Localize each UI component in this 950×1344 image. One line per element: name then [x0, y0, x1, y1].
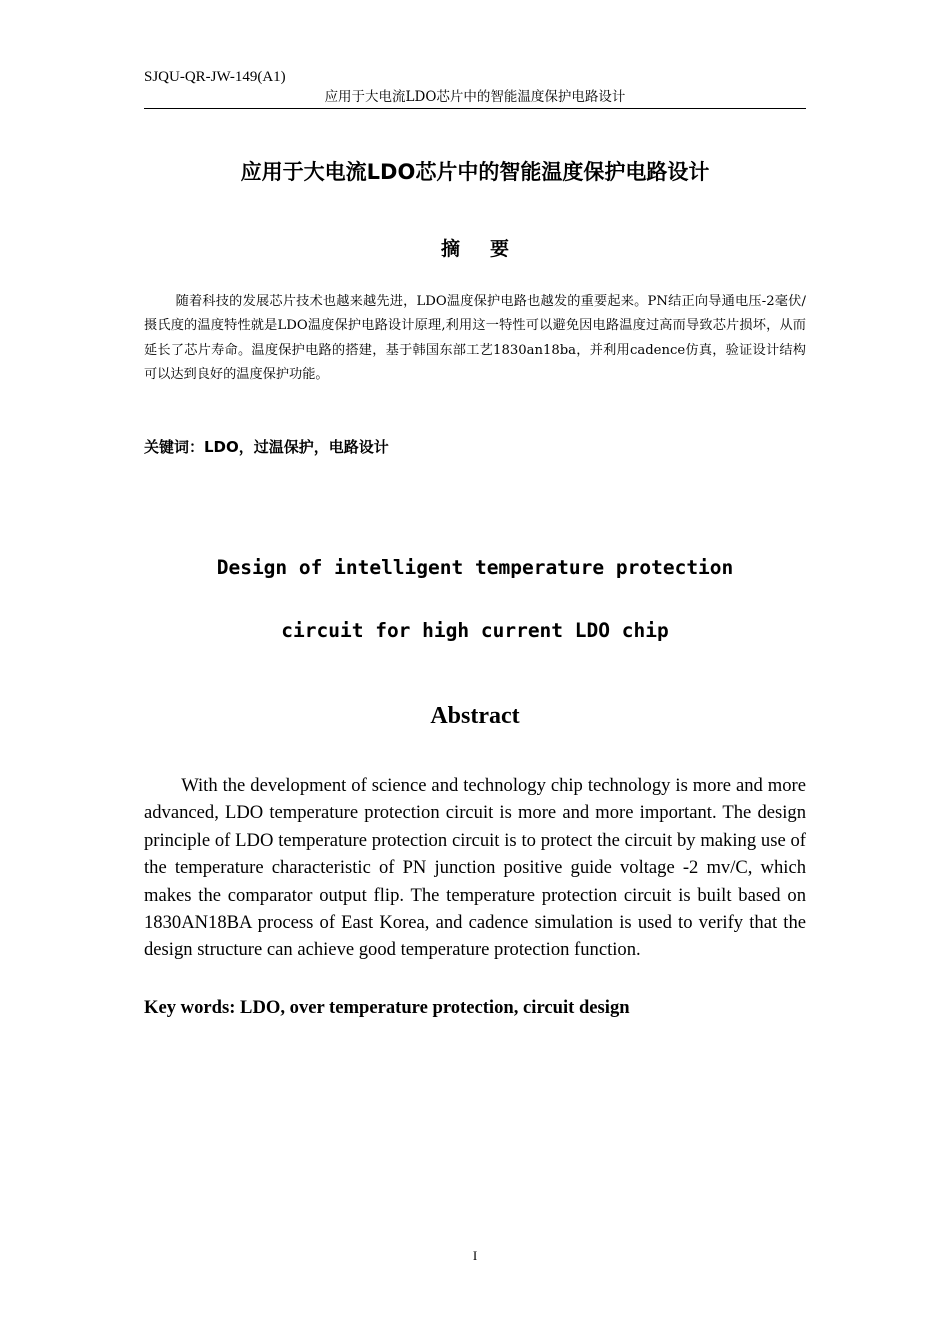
chinese-abstract-body: 随着科技的发展芯片技术也越来越先进，LDO温度保护电路也越发的重要起来。PN结正向导通电压-2毫伏/摄氏度的温度特性就是LDO温度保护电路设计原理,利用这一特性可以避免因电路温度过高而导致芯片损坏，从而延长了芯片寿命。温度保护电路的搭建，基于韩国东部工艺1830an18ba，并利用cadence仿真，验证设计结构可以达到良好的温度保护功能。: [144, 294, 806, 382]
chinese-keywords: 关键词：LDO，过温保护，电路设计: [144, 438, 389, 456]
english-title: [144, 536, 806, 662]
document-code: SJQU-QR-JW-149(A1): [144, 69, 286, 85]
english-keywords: Key words: LDO, over temperature protection, circuit design: [144, 997, 630, 1018]
running-header-title: 应用于大电流LDO芯片中的智能温度保护电路设计: [144, 88, 806, 109]
chinese-title: 应用于大电流LDO芯片中的智能温度保护电路设计: [240, 160, 710, 184]
english-title-line-1: Design of intelligent temperature protection: [216, 556, 734, 579]
chinese-abstract-heading: 摘要: [440, 238, 539, 260]
english-abstract-heading: Abstract: [430, 703, 520, 729]
english-title-line-2: circuit for high current LDO chip: [281, 619, 669, 642]
page-number: I: [472, 1248, 478, 1263]
english-abstract-body: With the development of science and technology chip technology is more and more advanced, LDO temperature protection circuit is more and more important. The design principle of LDO temperature protection circuit is to protect the circuit by making use of the temperature characteristic of PN junction positive guide voltage -2 mv/C, which makes the comparator output flip. The temperature protection circuit is built based on 1830AN18BA process of East Korea, and cadence simulation is used to verify that the design structure can achieve good temperature protection function.: [144, 775, 806, 961]
